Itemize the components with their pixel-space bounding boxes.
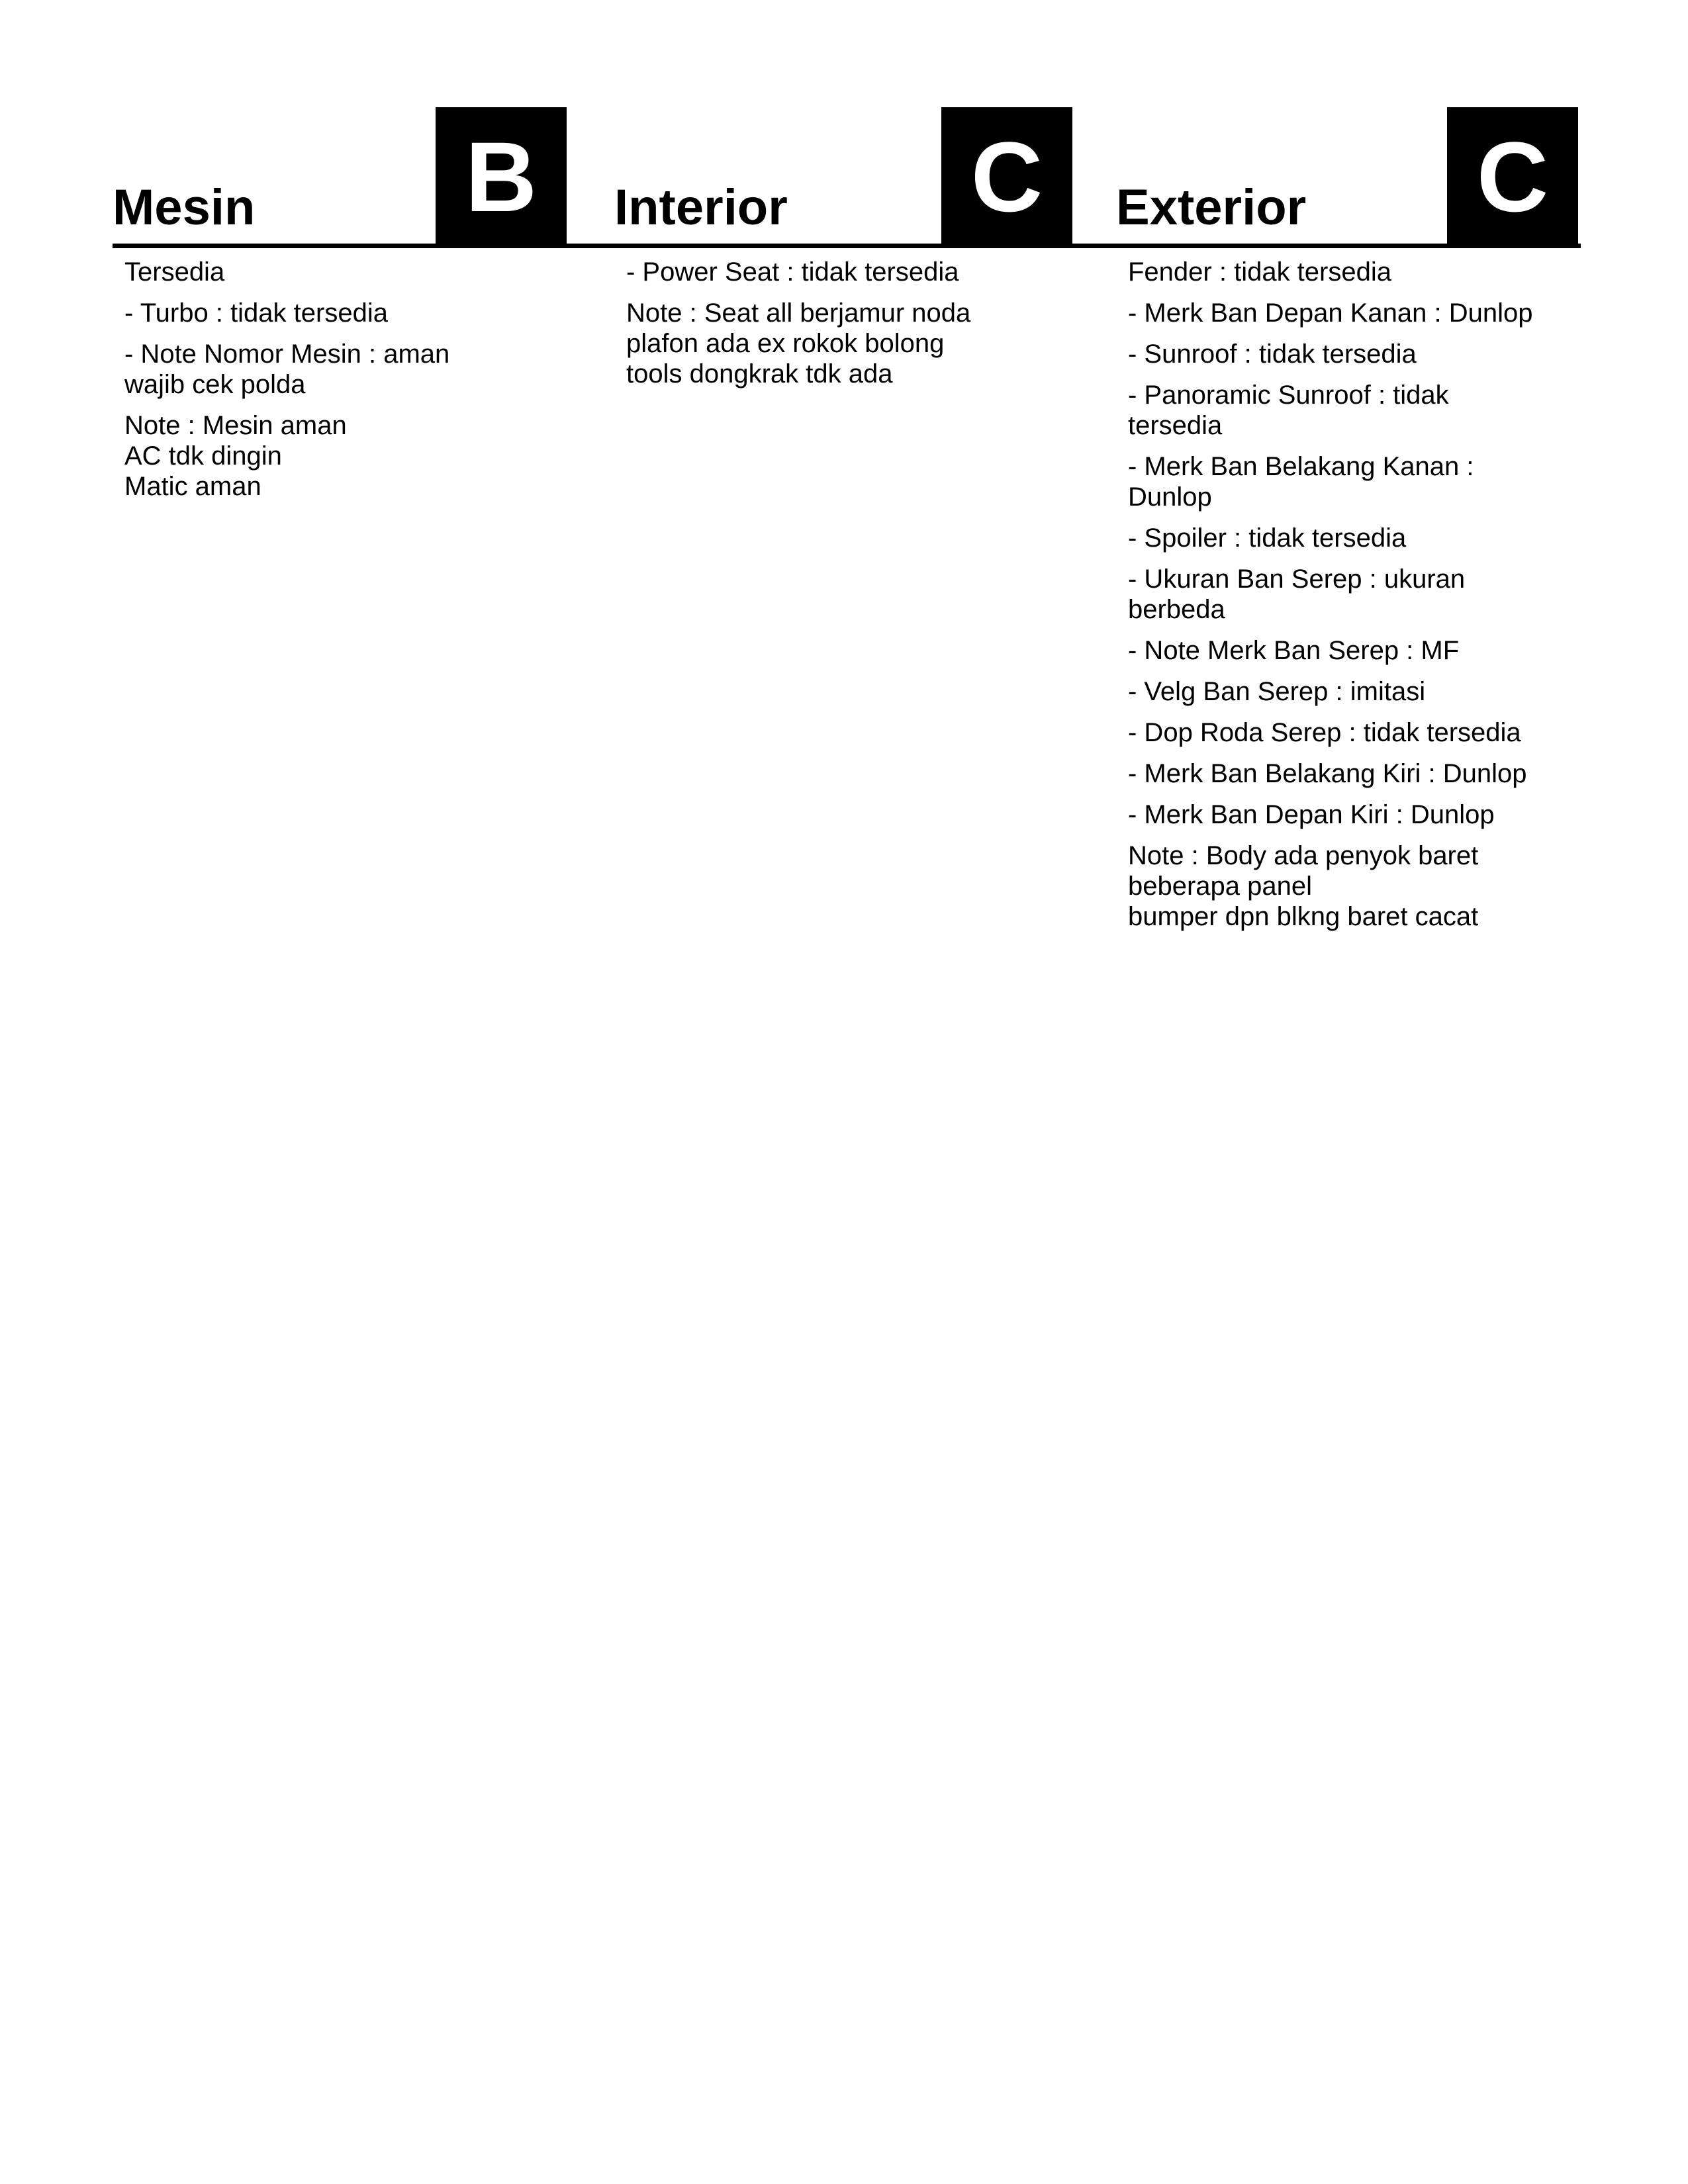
grade-badge	[941, 107, 1072, 246]
list-item: Tersedia	[124, 257, 225, 287]
section-header-interior	[614, 107, 1068, 246]
grade-badge	[1447, 107, 1578, 246]
list-item: - Turbo : tidak tersedia	[124, 298, 388, 328]
list-item: - Merk Ban Depan Kanan : Dunlop	[1128, 298, 1533, 328]
section-title: Exterior	[1116, 179, 1307, 236]
section-header-mesin	[113, 107, 567, 246]
list-item: - Merk Ban Belakang Kanan : Dunlop	[1128, 452, 1474, 512]
grade-letter: C	[1476, 121, 1549, 232]
section-note: Note : Mesin aman AC tdk dingin Matic aman	[124, 411, 347, 501]
list-item: - Ukuran Ban Serep : ukuran berbeda	[1128, 565, 1466, 624]
section-note: Note : Seat all berjamur noda plafon ada ex rokok bolong tools dongkrak tdk ada	[626, 298, 971, 388]
section-body-mesin	[124, 257, 561, 512]
list-item: Fender : tidak tersedia	[1128, 257, 1391, 287]
list-item: - Sunroof : tidak tersedia	[1128, 340, 1417, 369]
list-item: - Panoramic Sunroof : tidak tersedia	[1128, 381, 1449, 440]
list-item: - Merk Ban Belakang Kiri : Dunlop	[1128, 759, 1527, 788]
list-item: - Spoiler : tidak tersedia	[1128, 523, 1407, 553]
list-item: - Power Seat : tidak tersedia	[626, 257, 959, 287]
grade-letter: B	[465, 121, 538, 232]
list-item: - Velg Ban Serep : imitasi	[1128, 677, 1426, 706]
grade-badge	[436, 107, 567, 246]
section-note: Note : Body ada penyok baret beberapa panel bumper dpn blkng baret cacat	[1128, 841, 1479, 931]
section-body-interior	[626, 257, 1063, 400]
list-item: - Note Nomor Mesin : aman wajib cek polda	[124, 340, 450, 399]
grade-letter: C	[970, 121, 1043, 232]
section-header-exterior	[1116, 107, 1581, 246]
section-title: Interior	[614, 179, 788, 236]
list-item: - Merk Ban Depan Kiri : Dunlop	[1128, 800, 1495, 829]
list-item: - Note Merk Ban Serep : MF	[1128, 636, 1460, 665]
section-body-exterior	[1128, 257, 1578, 942]
header-divider	[113, 244, 1581, 248]
section-title: Mesin	[113, 179, 256, 236]
list-item: - Dop Roda Serep : tidak tersedia	[1128, 718, 1521, 747]
